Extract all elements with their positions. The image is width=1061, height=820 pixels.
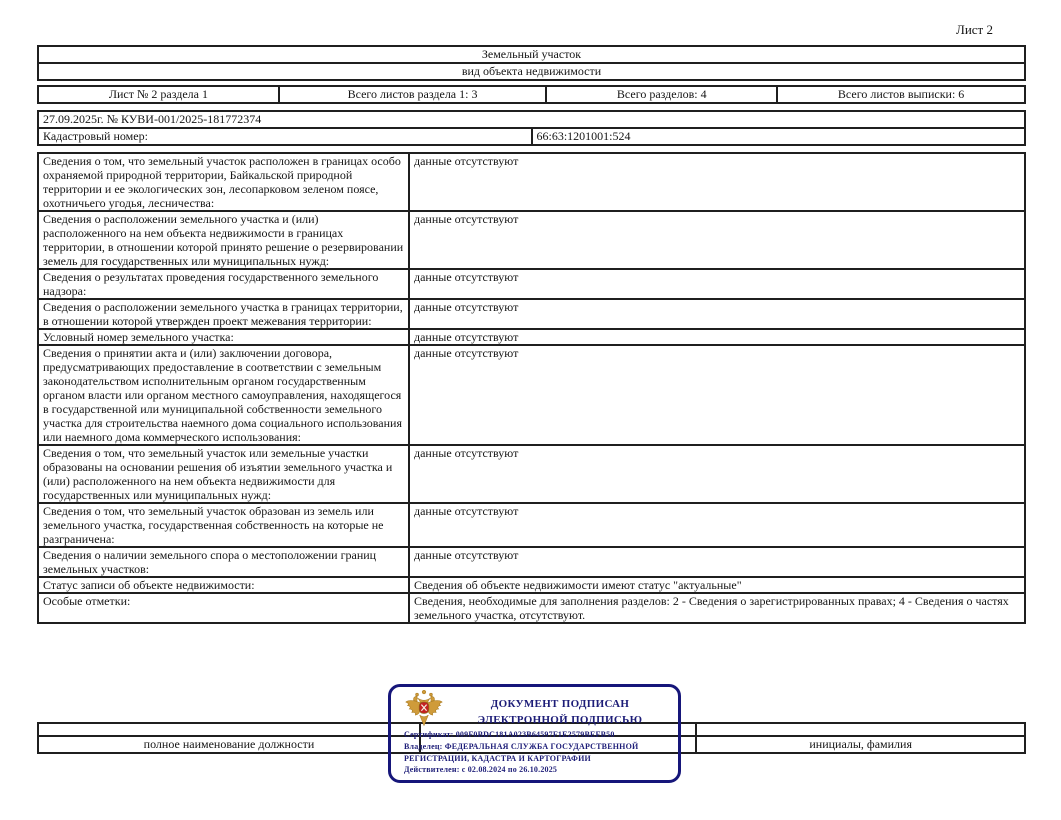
table-row: [38, 153, 1025, 211]
detail-value: данные отсутствуют: [409, 547, 1025, 577]
sheet-info-section-total-sheets: Всего листов раздела 1: 3: [279, 86, 546, 103]
detail-label: Сведения о том, что земельный участок расположен в границах особо охраняемой природной территории, Байкальской природной территории и ее экологических зон, лесопарковом зеленом поясе, охотничьего угодья, лесничества:: [38, 153, 409, 211]
sheet-info-table: [37, 85, 1026, 104]
table-row: [38, 547, 1025, 577]
detail-value: данные отсутствуют: [409, 269, 1025, 299]
object-type-caption: вид объекта недвижимости: [38, 63, 1025, 80]
detail-value: данные отсутствуют: [409, 503, 1025, 547]
stamp-owner-line2: РЕГИСТРАЦИИ, КАДАСТРА И КАРТОГРАФИИ: [404, 753, 591, 763]
detail-label: Сведения о расположении земельного участка и (или) расположенного на нем объекта недвижимости в границах территории, в отношении которой принято решение о резервировании земель для государственных или муниципальных нужд:: [38, 211, 409, 269]
sheet-info-total-extract-sheets: Всего листов выписки: 6: [777, 86, 1025, 103]
sheet-number-label: Лист 2: [956, 22, 993, 37]
stamp-validity: Действителен: с 02.08.2024 по 26.10.2025: [404, 765, 558, 775]
table-row: [38, 445, 1025, 503]
detail-value: данные отсутствуют: [409, 211, 1025, 269]
detail-value: данные отсутствуют: [409, 153, 1025, 211]
stamp-certificate: Сертификат: 009F0BDC181A023B64597F1E2579BEFB50: [404, 730, 615, 739]
cadastral-number-value: 66:63:1201001:524: [532, 128, 1026, 145]
stamp-owner-line1: Владелец: ФЕДЕРАЛЬНАЯ СЛУЖБА ГОСУДАРСТВЕННОЙ: [404, 741, 639, 751]
detail-label: Сведения о результатах проведения государственного земельного надзора:: [38, 269, 409, 299]
name-caption: инициалы, фамилия: [696, 736, 1025, 753]
detail-label: Особые отметки:: [38, 593, 409, 623]
coat-of-arms-icon: [403, 689, 445, 729]
table-row: [38, 269, 1025, 299]
detail-value: Сведения об объекте недвижимости имеют статус "актуальные": [409, 577, 1025, 593]
stamp-title-line1: ДОКУМЕНТ ПОДПИСАН: [490, 698, 630, 710]
date-and-number: 27.09.2025г. № КУВИ-001/2025-181772374: [38, 111, 1025, 128]
detail-label: Сведения о том, что земельный участок или земельные участки образованы на основании решения об изъятии земельного участка и (или) расположенного на нем объекта недвижимости для государственных или муниципальных нужд:: [38, 445, 409, 503]
signature-name-field: [696, 723, 1025, 736]
detail-value: данные отсутствуют: [409, 445, 1025, 503]
sheet-info-section-sheet: Лист № 2 раздела 1: [38, 86, 279, 103]
detail-label: Сведения о расположении земельного участка в границах территории, в отношении которой утвержден проект межевания территории:: [38, 299, 409, 329]
table-row: [38, 299, 1025, 329]
position-caption: полное наименование должности: [38, 736, 420, 753]
stamp-title: [449, 696, 671, 728]
object-type-table: [37, 45, 1026, 81]
stamp-title-line2: ЭЛЕКТРОННОЙ ПОДПИСЬЮ: [477, 714, 643, 726]
signature-position-field: [38, 723, 420, 736]
table-row: [38, 211, 1025, 269]
detail-label: Сведения о том, что земельный участок образован из земель или земельного участка, государственная собственность на которые не разграничена:: [38, 503, 409, 547]
details-table: [37, 152, 1026, 624]
detail-value: Сведения, необходимые для заполнения разделов: 2 - Сведения о зарегистрированных правах; 4 - Сведения о частях земельного участка, отсутствуют.: [409, 593, 1025, 623]
detail-value: данные отсутствуют: [409, 345, 1025, 445]
cadastral-number-label: Кадастровый номер:: [38, 128, 532, 145]
stamp-details: [404, 729, 674, 776]
table-row: [38, 577, 1025, 593]
detail-label: Сведения о наличии земельного спора о местоположении границ земельных участков:: [38, 547, 409, 577]
document-number-table: [37, 110, 1026, 146]
detail-label: Сведения о принятии акта и (или) заключении договора, предусматривающих предоставление в соответствии с земельным законодательством исполнительным органом государственным органом власти или органом местного самоуправления, находящегося в государственной или муниципальной собственности земельного участка для строительства наемного дома социального использования или наемного дома коммерческого использования:: [38, 345, 409, 445]
table-row: [38, 329, 1025, 345]
table-row: [38, 503, 1025, 547]
detail-value: данные отсутствуют: [409, 329, 1025, 345]
table-row: [38, 593, 1025, 623]
digital-signature-stamp: [388, 684, 681, 783]
detail-label: Условный номер земельного участка:: [38, 329, 409, 345]
table-row: [38, 345, 1025, 445]
detail-value: данные отсутствуют: [409, 299, 1025, 329]
sheet-info-total-sections: Всего разделов: 4: [546, 86, 777, 103]
object-type-value: Земельный участок: [38, 46, 1025, 63]
detail-label: Статус записи об объекте недвижимости:: [38, 577, 409, 593]
